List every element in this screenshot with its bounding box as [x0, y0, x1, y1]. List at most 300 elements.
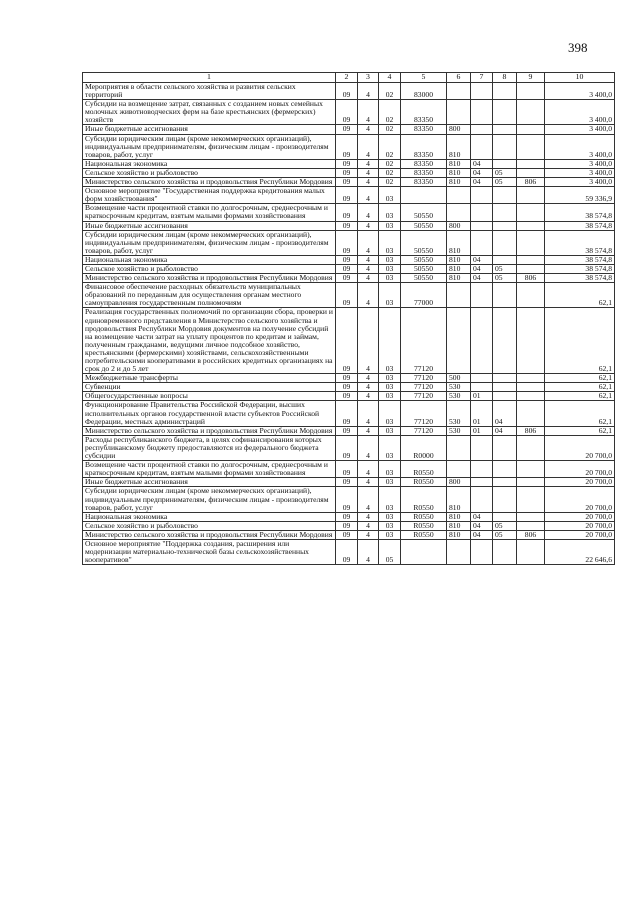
row-section [471, 283, 493, 308]
row-description: Межбюджетные трансферты [83, 374, 336, 383]
row-code-2: 09 [336, 134, 358, 159]
row-target-code [401, 539, 447, 564]
row-expense-type: 810 [447, 512, 471, 521]
row-target-code: 77120 [401, 308, 447, 374]
row-code-3: 4 [358, 125, 379, 134]
row-code-3: 4 [358, 264, 379, 273]
row-code-3: 4 [358, 255, 379, 264]
row-target-code: R0550 [401, 512, 447, 521]
row-ministry-code: 806 [517, 530, 545, 539]
row-target-code: 83350 [401, 125, 447, 134]
row-code-4: 03 [379, 401, 401, 426]
row-target-code: 83350 [401, 159, 447, 168]
row-code-3: 4 [358, 435, 379, 460]
row-subsection [493, 187, 517, 204]
row-amount: 20 700,0 [545, 512, 615, 521]
row-expense-type: 810 [447, 255, 471, 264]
row-code-3: 4 [358, 426, 379, 435]
row-ministry-code [517, 125, 545, 134]
column-header: 1 [83, 73, 336, 83]
row-subsection [493, 255, 517, 264]
row-subsection [493, 159, 517, 168]
row-section [471, 221, 493, 230]
column-header: 8 [493, 73, 517, 83]
row-ministry-code [517, 230, 545, 255]
row-subsection: 05 [493, 530, 517, 539]
row-description: Министерство сельского хозяйства и продовольствия Республики Мордовия [83, 274, 336, 283]
row-code-3: 4 [358, 204, 379, 221]
column-header: 10 [545, 73, 615, 83]
row-code-4: 03 [379, 530, 401, 539]
row-code-2: 09 [336, 159, 358, 168]
row-expense-type: 810 [447, 274, 471, 283]
row-expense-type: 810 [447, 230, 471, 255]
table-row [83, 230, 615, 255]
row-amount: 3 400,0 [545, 100, 615, 125]
table-row [83, 383, 615, 392]
row-target-code: 50550 [401, 274, 447, 283]
row-section: 04 [471, 159, 493, 168]
row-expense-type [447, 435, 471, 460]
row-code-3: 4 [358, 100, 379, 125]
row-code-4: 03 [379, 264, 401, 273]
row-code-4: 03 [379, 204, 401, 221]
row-target-code: 83350 [401, 178, 447, 187]
row-subsection [493, 487, 517, 512]
table-row [83, 487, 615, 512]
row-section: 04 [471, 264, 493, 273]
row-amount: 3 400,0 [545, 134, 615, 159]
row-expense-type: 800 [447, 221, 471, 230]
row-expense-type: 530 [447, 401, 471, 426]
row-ministry-code [517, 221, 545, 230]
row-amount: 3 400,0 [545, 83, 615, 100]
column-header: 9 [517, 73, 545, 83]
row-code-4: 03 [379, 435, 401, 460]
row-code-4: 03 [379, 478, 401, 487]
row-ministry-code [517, 168, 545, 177]
row-subsection [493, 100, 517, 125]
row-code-4: 03 [379, 512, 401, 521]
table-row [83, 512, 615, 521]
row-subsection [493, 134, 517, 159]
row-code-2: 09 [336, 435, 358, 460]
row-expense-type: 810 [447, 487, 471, 512]
row-description: Мероприятия в области сельского хозяйства и развития сельских территорий [83, 83, 336, 100]
row-section [471, 100, 493, 125]
row-description: Субсидии юридическим лицам (кроме некоммерческих организаций), индивидуальным предпринимателям, физическим лицам - производителям товаров, работ, услуг [83, 487, 336, 512]
row-description: Возмещение части процентной ставки по долгосрочным, среднесрочным и краткосрочным кредитам, взятым малыми формами хозяйствования [83, 204, 336, 221]
row-section [471, 478, 493, 487]
row-subsection [493, 83, 517, 100]
row-target-code: 50550 [401, 204, 447, 221]
row-section [471, 383, 493, 392]
table-row [83, 178, 615, 187]
row-subsection [493, 374, 517, 383]
row-ministry-code [517, 383, 545, 392]
row-target-code: 77000 [401, 283, 447, 308]
table-row [83, 283, 615, 308]
row-amount: 20 700,0 [545, 461, 615, 478]
row-subsection [493, 221, 517, 230]
row-code-3: 4 [358, 283, 379, 308]
row-ministry-code: 806 [517, 178, 545, 187]
row-expense-type [447, 539, 471, 564]
row-code-3: 4 [358, 83, 379, 100]
row-expense-type: 810 [447, 168, 471, 177]
row-target-code: 83000 [401, 83, 447, 100]
row-ministry-code [517, 487, 545, 512]
column-header: 3 [358, 73, 379, 83]
row-code-2: 09 [336, 83, 358, 100]
column-header: 7 [471, 73, 493, 83]
row-code-3: 4 [358, 539, 379, 564]
row-code-2: 09 [336, 204, 358, 221]
row-code-3: 4 [358, 178, 379, 187]
row-target-code [401, 187, 447, 204]
row-description: Сельское хозяйство и рыболовство [83, 264, 336, 273]
row-expense-type: 810 [447, 530, 471, 539]
row-code-3: 4 [358, 530, 379, 539]
row-section [471, 125, 493, 134]
table-row [83, 401, 615, 426]
row-expense-type: 800 [447, 125, 471, 134]
row-amount: 38 574,8 [545, 221, 615, 230]
row-section: 04 [471, 178, 493, 187]
row-code-3: 4 [358, 383, 379, 392]
row-code-2: 09 [336, 374, 358, 383]
row-section [471, 461, 493, 478]
row-code-4: 03 [379, 461, 401, 478]
row-code-2: 09 [336, 521, 358, 530]
row-subsection [493, 125, 517, 134]
row-target-code: R0550 [401, 521, 447, 530]
row-section: 01 [471, 401, 493, 426]
row-code-3: 4 [358, 461, 379, 478]
row-section: 04 [471, 530, 493, 539]
row-description: Расходы республиканского бюджета, в целях софинансирования которых республиканскому бюджету предоставляются из федерального бюджета субсидии [83, 435, 336, 460]
row-target-code: R0550 [401, 487, 447, 512]
row-code-4: 02 [379, 178, 401, 187]
row-subsection [493, 283, 517, 308]
row-code-4: 02 [379, 134, 401, 159]
row-subsection [493, 308, 517, 374]
row-amount: 38 574,8 [545, 230, 615, 255]
row-code-2: 09 [336, 392, 358, 401]
row-amount: 62,1 [545, 392, 615, 401]
row-subsection: 05 [493, 178, 517, 187]
row-code-4: 03 [379, 274, 401, 283]
row-code-2: 09 [336, 264, 358, 273]
row-description: Возмещение части процентной ставки по долгосрочным, среднесрочным и краткосрочным кредитам, взятым малыми формами хозяйствования [83, 461, 336, 478]
table-row [83, 264, 615, 273]
column-header: 6 [447, 73, 471, 83]
row-code-4: 03 [379, 426, 401, 435]
row-section [471, 83, 493, 100]
row-target-code: 83350 [401, 168, 447, 177]
row-description: Реализация государственных полномочий по организации сбора, проверки и единовременного представления в Министерство сельского хозяйства и продовольствия Республики Мордовия документов на получение субсидий на возмещение части затрат на уплату процентов по кредитам и займам, полученным гражданами, ведущими личное подсобное хозяйство, крестьянскими (фермерскими) хозяйствами, сельскохозяйственными потребительскими кооперативами в российских кредитных организациях на срок до 2 и до 5 лет [83, 308, 336, 374]
row-ministry-code [517, 187, 545, 204]
row-ministry-code [517, 204, 545, 221]
row-code-3: 4 [358, 512, 379, 521]
row-code-2: 09 [336, 530, 358, 539]
row-amount: 20 700,0 [545, 530, 615, 539]
row-expense-type: 810 [447, 521, 471, 530]
row-target-code: 77120 [401, 392, 447, 401]
table-row [83, 255, 615, 264]
row-ministry-code [517, 374, 545, 383]
row-description: Сельское хозяйство и рыболовство [83, 168, 336, 177]
table-row [83, 435, 615, 460]
row-code-4: 02 [379, 125, 401, 134]
row-expense-type [447, 308, 471, 374]
row-description: Министерство сельского хозяйства и продовольствия Республики Мордовия [83, 426, 336, 435]
row-code-2: 09 [336, 426, 358, 435]
row-amount: 38 574,8 [545, 255, 615, 264]
row-target-code: 77120 [401, 426, 447, 435]
row-code-3: 4 [358, 159, 379, 168]
row-section: 04 [471, 255, 493, 264]
row-expense-type: 810 [447, 159, 471, 168]
row-subsection [493, 230, 517, 255]
row-subsection [493, 512, 517, 521]
row-code-4: 05 [379, 539, 401, 564]
row-code-4: 02 [379, 100, 401, 125]
row-amount: 62,1 [545, 374, 615, 383]
row-subsection: 05 [493, 264, 517, 273]
row-section [471, 539, 493, 564]
row-expense-type [447, 461, 471, 478]
row-description: Иные бюджетные ассигнования [83, 478, 336, 487]
row-subsection: 05 [493, 521, 517, 530]
row-section: 01 [471, 392, 493, 401]
row-ministry-code [517, 392, 545, 401]
row-section [471, 308, 493, 374]
row-code-4: 03 [379, 374, 401, 383]
row-code-4: 03 [379, 221, 401, 230]
row-expense-type: 530 [447, 383, 471, 392]
row-code-2: 09 [336, 401, 358, 426]
row-ministry-code [517, 435, 545, 460]
table-row [83, 168, 615, 177]
row-code-4: 02 [379, 159, 401, 168]
row-code-3: 4 [358, 274, 379, 283]
row-amount: 20 700,0 [545, 435, 615, 460]
row-amount: 62,1 [545, 426, 615, 435]
row-expense-type: 530 [447, 392, 471, 401]
row-target-code: 50550 [401, 255, 447, 264]
row-amount: 38 574,8 [545, 204, 615, 221]
row-code-4: 03 [379, 283, 401, 308]
row-code-2: 09 [336, 230, 358, 255]
row-target-code: 77120 [401, 383, 447, 392]
row-ministry-code: 806 [517, 274, 545, 283]
row-subsection: 04 [493, 401, 517, 426]
row-target-code: 83350 [401, 134, 447, 159]
row-code-2: 09 [336, 187, 358, 204]
row-ministry-code [517, 478, 545, 487]
row-code-2: 09 [336, 274, 358, 283]
row-ministry-code [517, 83, 545, 100]
row-code-3: 4 [358, 487, 379, 512]
table-row [83, 159, 615, 168]
row-expense-type [447, 204, 471, 221]
row-code-2: 09 [336, 168, 358, 177]
table-row [83, 539, 615, 564]
row-amount: 38 574,8 [545, 264, 615, 273]
row-amount: 3 400,0 [545, 159, 615, 168]
row-amount: 20 700,0 [545, 521, 615, 530]
row-code-3: 4 [358, 521, 379, 530]
row-amount: 3 400,0 [545, 178, 615, 187]
row-code-3: 4 [358, 221, 379, 230]
row-code-3: 4 [358, 478, 379, 487]
table-row [83, 461, 615, 478]
row-ministry-code [517, 308, 545, 374]
row-subsection [493, 539, 517, 564]
row-expense-type [447, 100, 471, 125]
row-code-4: 03 [379, 487, 401, 512]
row-code-3: 4 [358, 168, 379, 177]
row-section [471, 230, 493, 255]
row-ministry-code [517, 521, 545, 530]
row-section: 04 [471, 521, 493, 530]
row-target-code: 50550 [401, 230, 447, 255]
table-row [83, 100, 615, 125]
row-section: 01 [471, 426, 493, 435]
row-expense-type [447, 283, 471, 308]
row-amount: 62,1 [545, 383, 615, 392]
row-expense-type: 810 [447, 178, 471, 187]
row-amount: 62,1 [545, 401, 615, 426]
row-target-code: 77120 [401, 401, 447, 426]
row-description: Функционирование Правительства Российской Федерации, высших исполнительных органов государственной власти субъектов Российской Федерации, местных администраций [83, 401, 336, 426]
row-description: Иные бюджетные ассигнования [83, 125, 336, 134]
row-ministry-code [517, 539, 545, 564]
row-code-2: 09 [336, 512, 358, 521]
row-code-2: 09 [336, 100, 358, 125]
row-code-2: 09 [336, 487, 358, 512]
row-ministry-code [517, 100, 545, 125]
row-expense-type: 500 [447, 374, 471, 383]
table-row [83, 478, 615, 487]
row-description: Субсидии на возмещение затрат, связанных с созданием новых семейных молочных животноводческих ферм на базе крестьянских (фермерских) хозяйств [83, 100, 336, 125]
row-description: Основное мероприятие "Государственная поддержка кредитования малых форм хозяйствования" [83, 187, 336, 204]
row-expense-type: 810 [447, 134, 471, 159]
row-subsection [493, 478, 517, 487]
row-code-4: 03 [379, 255, 401, 264]
table-row [83, 374, 615, 383]
row-ministry-code [517, 264, 545, 273]
row-section [471, 374, 493, 383]
row-target-code: R0550 [401, 530, 447, 539]
budget-table [82, 72, 615, 565]
row-ministry-code: 806 [517, 426, 545, 435]
row-subsection [493, 204, 517, 221]
row-expense-type: 810 [447, 264, 471, 273]
row-code-4: 02 [379, 168, 401, 177]
row-code-3: 4 [358, 308, 379, 374]
row-section: 04 [471, 168, 493, 177]
row-ministry-code [517, 283, 545, 308]
row-ministry-code [517, 159, 545, 168]
row-description: Министерство сельского хозяйства и продовольствия Республики Мордовия [83, 530, 336, 539]
row-code-4: 03 [379, 230, 401, 255]
row-section [471, 204, 493, 221]
row-subsection: 04 [493, 426, 517, 435]
row-subsection [493, 461, 517, 478]
row-code-4: 02 [379, 83, 401, 100]
row-description: Субвенции [83, 383, 336, 392]
row-code-3: 4 [358, 230, 379, 255]
row-target-code: R0550 [401, 478, 447, 487]
row-description: Министерство сельского хозяйства и продовольствия Республики Мордовия [83, 178, 336, 187]
page-number: 398 [568, 40, 588, 55]
row-target-code: R0550 [401, 461, 447, 478]
row-target-code: R0000 [401, 435, 447, 460]
table-row [83, 426, 615, 435]
row-description: Сельское хозяйство и рыболовство [83, 521, 336, 530]
row-ministry-code [517, 512, 545, 521]
table-row [83, 274, 615, 283]
row-section [471, 187, 493, 204]
column-header: 4 [379, 73, 401, 83]
row-ministry-code [517, 255, 545, 264]
column-header: 2 [336, 73, 358, 83]
row-code-3: 4 [358, 392, 379, 401]
row-description: Национальная экономика [83, 159, 336, 168]
row-code-2: 09 [336, 539, 358, 564]
row-amount: 59 336,9 [545, 187, 615, 204]
row-amount: 62,1 [545, 308, 615, 374]
row-target-code: 77120 [401, 374, 447, 383]
row-subsection [493, 392, 517, 401]
row-section [471, 134, 493, 159]
row-subsection: 05 [493, 274, 517, 283]
row-description: Национальная экономика [83, 255, 336, 264]
row-ministry-code [517, 401, 545, 426]
row-code-3: 4 [358, 401, 379, 426]
row-amount: 3 400,0 [545, 168, 615, 177]
row-subsection [493, 435, 517, 460]
row-amount: 3 400,0 [545, 125, 615, 134]
row-code-2: 09 [336, 308, 358, 374]
table-row [83, 204, 615, 221]
row-section: 04 [471, 274, 493, 283]
row-code-2: 09 [336, 178, 358, 187]
row-code-4: 03 [379, 308, 401, 374]
row-code-2: 09 [336, 255, 358, 264]
table-row [83, 83, 615, 100]
column-header: 5 [401, 73, 447, 83]
row-description: Финансовое обеспечение расходных обязательств муниципальных образований по переданным для осуществления органам местного самоуправления государственным полномочиям [83, 283, 336, 308]
row-expense-type [447, 83, 471, 100]
row-code-4: 03 [379, 187, 401, 204]
row-expense-type: 530 [447, 426, 471, 435]
row-section: 04 [471, 512, 493, 521]
row-amount: 38 574,8 [545, 274, 615, 283]
row-code-3: 4 [358, 187, 379, 204]
row-code-4: 03 [379, 521, 401, 530]
row-description: Субсидии юридическим лицам (кроме некоммерческих организаций), индивидуальным предпринимателям, физическим лицам - производителям товаров, работ, услуг [83, 230, 336, 255]
row-code-4: 03 [379, 392, 401, 401]
row-amount: 62,1 [545, 283, 615, 308]
row-description: Иные бюджетные ассигнования [83, 221, 336, 230]
row-description: Основное мероприятие "Поддержка создания, расширения или модернизации материально-технической базы сельскохозяйственных кооперативов" [83, 539, 336, 564]
row-subsection: 05 [493, 168, 517, 177]
row-description: Общегосударственные вопросы [83, 392, 336, 401]
row-code-2: 09 [336, 383, 358, 392]
